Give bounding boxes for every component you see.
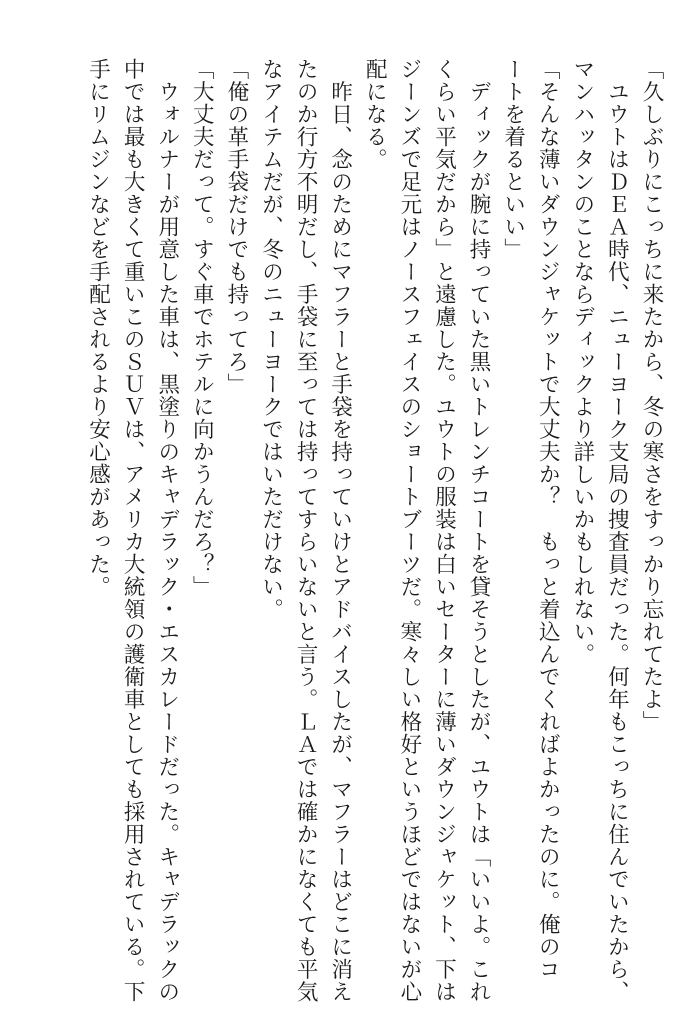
text-line: ユウトはＤＥＡ時代、ニューヨーク支局の捜査員だった。何年もこっちに住んでいたから、 [604,58,630,1003]
text-line: 手にリムジンなどを手配されるより安心感があった。 [85,58,111,598]
text-line: 「大丈夫だって。すぐ車でホテルに向かうんだろ？」 [189,58,215,598]
text-line: なアイテムだが、冬のニューヨークではいただけない。 [258,58,284,621]
text-line: たのか行方不明だし、手袋に至っては持ってすらいないと言う。ＬＡでは確かになくても平気 [293,58,319,1003]
text-line: くらい平気だから」と遠慮した。ユウトの服装は白いセーターに薄いダウンジャケット、下は [431,58,457,1003]
text-line: マンハッタンのことならディックより詳しいかもしれない。 [569,58,595,666]
text-line: 中では最も大きくて重いこのＳＵＶは、アメリカ大統領の護衛車としても採用されている。下 [120,58,146,1003]
vertical-text-body [80,58,668,1003]
text-line: ジーンズで足元はノースフェイスのショートブーツだ。寒々しい格好というほどではないが心 [396,58,422,1003]
text-line: ディックが腕に持っていた黒いトレンチコートを貸そうとしたが、ユウトは「いいよ。これ [466,58,492,1003]
text-line: 「俺の革手袋だけでも持ってろ」 [223,58,249,396]
text-line: ートを着るといい」 [500,58,526,261]
text-line: 昨日、念のためにマフラーと手袋を持っていけとアドバイスしたが、マフラーはどこに消え [327,58,353,1003]
text-line: ウォルナーが用意した車は、黒塗りのキャデラック・エスカレードだった。キャデラックの [154,58,180,1003]
text-line: 配になる。 [362,58,388,171]
text-line: 「そんな薄いダウンジャケットで大丈夫か？ もっと着込んでくればよかったのに。俺のコ [535,58,561,981]
text-line: 「久しぶりにこっちに来たから、冬の寒さをすっかり忘れてたよ」 [639,58,664,733]
